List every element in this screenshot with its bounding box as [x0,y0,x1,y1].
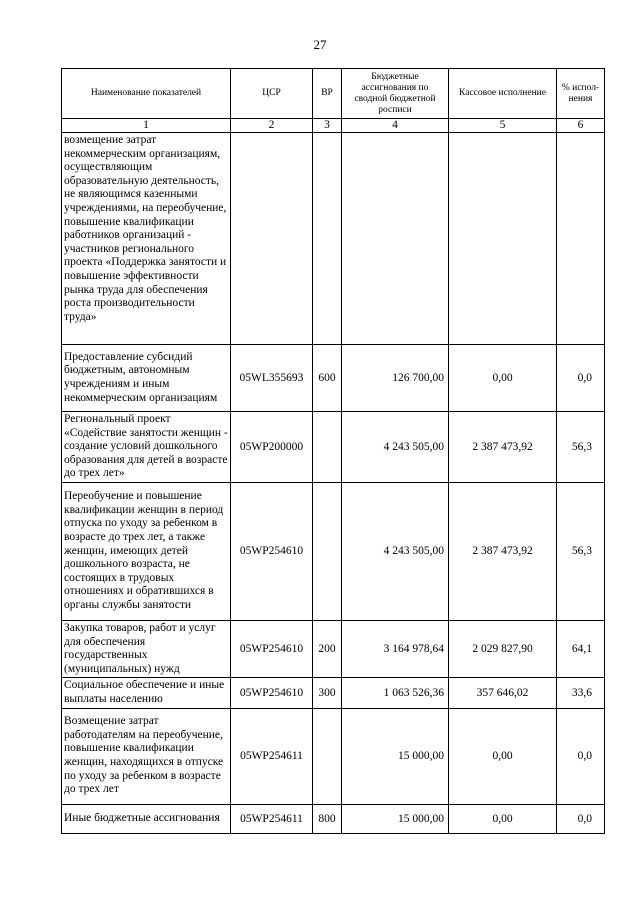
row-csr: 05WP254611 [231,804,313,833]
row-name: Переобучение и повышение квалификации женщин в период отпуска по уходу за ребенком в возрасте до трех лет, а также женщин, имеющих детей дошкольного возраста, не состоящих в трудовых отношениях и обратившихся в органы службы занятости [62,482,231,620]
row-csr: 05WL355693 [231,345,313,412]
row-pct: 56,3 [557,412,605,483]
row-budget: 1 063 526,36 [342,678,449,708]
row-cash: 0,00 [449,708,557,804]
row-csr: 05WP254610 [231,482,313,620]
row-pct: 0,0 [557,708,605,804]
table-row [62,412,605,483]
row-pct [557,133,605,345]
table-header-row [62,69,605,119]
page-number: 27 [313,37,327,52]
row-pct: 0,0 [557,345,605,412]
header-cash: Кассовое исполнение [449,69,557,119]
table-row [62,708,605,804]
table-row [62,678,605,708]
row-cash [449,133,557,345]
row-vr: 600 [313,345,342,412]
row-cash: 0,00 [449,804,557,833]
row-pct: 64,1 [557,620,605,677]
row-name: Возмещение затрат работодателям на переобучение, повышение квалификации женщин, находящихся в отпуске по уходу за ребенком в возрасте до трех лет [62,708,231,804]
header-csr: ЦСР [231,69,313,119]
row-budget: 4 243 505,00 [342,482,449,620]
row-pct: 33,6 [557,678,605,708]
row-name: Закупка товаров, работ и услуг для обеспечения государственных (муниципальных) нужд [62,620,231,677]
row-budget: 3 164 978,64 [342,620,449,677]
row-cash: 357 646,02 [449,678,557,708]
row-csr: 05WP254610 [231,678,313,708]
column-number: 2 [231,119,313,133]
table-row [62,482,605,620]
row-vr [313,482,342,620]
row-budget: 126 700,00 [342,345,449,412]
row-vr: 200 [313,620,342,677]
row-csr [231,133,313,345]
row-name: возмещение затрат некоммерческим организациям, осуществляющим образовательную деятельность, не являющимся казенными учреждениями, на переобучение, повышение квалификации работников организаций - участников регионального проекта «Поддержка занятости и повышение эффективности рынка труда для обеспечения роста производительности труда» [62,133,231,345]
row-cash: 0,00 [449,345,557,412]
column-number: 5 [449,119,557,133]
header-budget: Бюджетные ассигнования по сводной бюджетной росписи [342,69,449,119]
row-csr: 05WP254611 [231,708,313,804]
row-budget [342,133,449,345]
row-cash: 2 387 473,92 [449,482,557,620]
header-name: Наименование показателей [62,69,231,119]
row-budget: 15 000,00 [342,804,449,833]
row-cash: 2 029 827,90 [449,620,557,677]
table-row [62,133,605,345]
row-csr: 05WP200000 [231,412,313,483]
row-name: Иные бюджетные ассигнования [62,804,231,833]
row-csr: 05WP254610 [231,620,313,677]
row-vr [313,133,342,345]
row-vr: 800 [313,804,342,833]
column-number: 3 [313,119,342,133]
row-pct: 0,0 [557,804,605,833]
budget-execution-table [61,68,605,834]
row-name: Предоставление субсидий бюджетным, автономным учреждениям и иным некоммерческим организациям [62,345,231,412]
row-budget: 4 243 505,00 [342,412,449,483]
column-number: 1 [62,119,231,133]
column-number: 6 [557,119,605,133]
column-number: 4 [342,119,449,133]
table-row [62,620,605,677]
row-vr [313,412,342,483]
row-budget: 15 000,00 [342,708,449,804]
table-row [62,345,605,412]
row-name: Социальное обеспечение и иные выплаты населению [62,678,231,708]
column-number-row [62,119,605,133]
row-pct: 56,3 [557,482,605,620]
row-name: Региональный проект «Содействие занятости женщин - создание условий дошкольного образования для детей в возрасте до трех лет» [62,412,231,483]
row-vr [313,708,342,804]
header-pct: % испол-нения [557,69,605,119]
row-vr: 300 [313,678,342,708]
table-row [62,804,605,833]
header-vr: ВР [313,69,342,119]
row-cash: 2 387 473,92 [449,412,557,483]
